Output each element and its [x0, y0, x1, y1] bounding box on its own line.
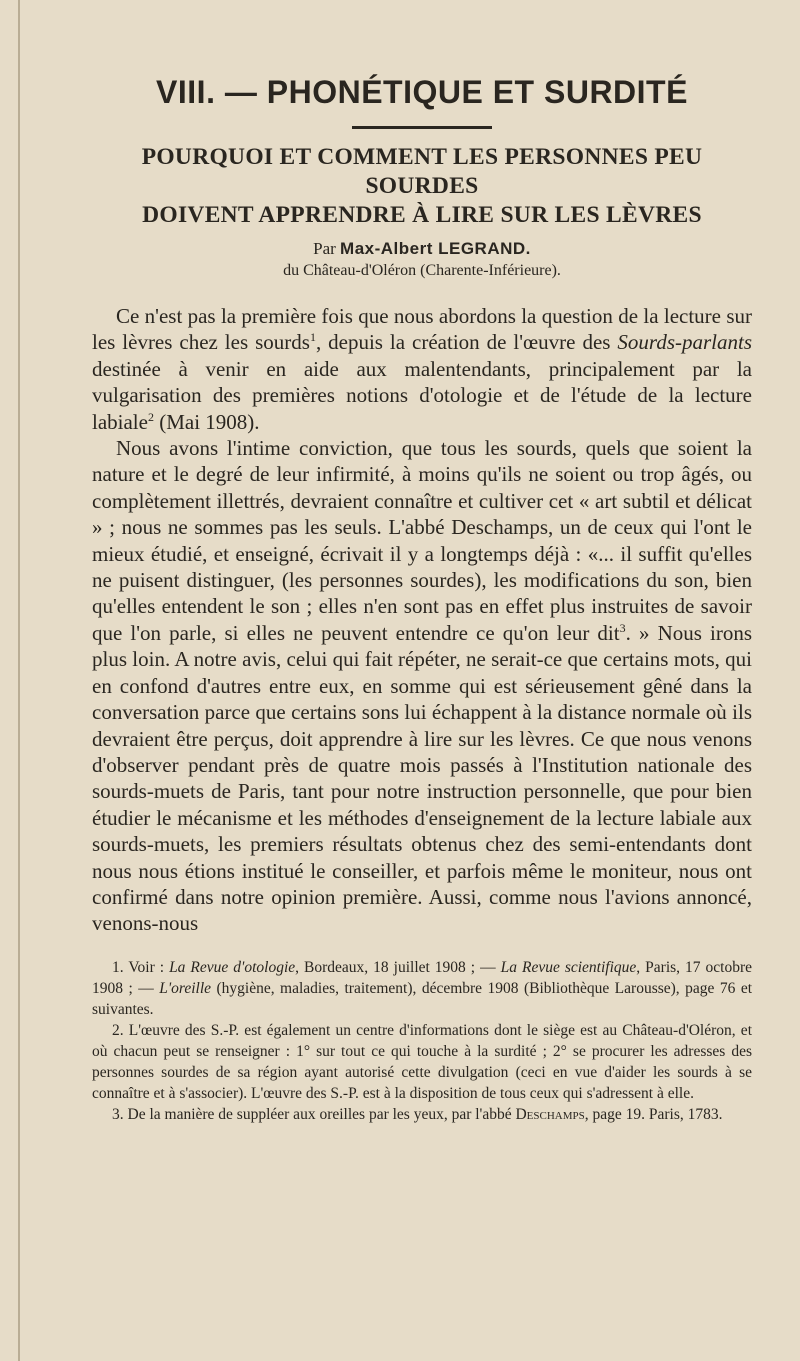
footnote-ref-1: 1 [309, 330, 316, 345]
paragraph-1: Ce n'est pas la première fois que nous abordons la question de la lecture sur les lèvres chez les sourds$^1$, depuis la création de l'œuvre des Sourds-parlants destinée à venir en aide aux malentendants, principalement par la vulgarisation des premières notions d'otologie et de l'étude de la lecture labiale$^2$ (Mai 1908). [92, 304, 752, 434]
paragraph-2: Nous avons l'intime conviction, que tous les sourds, quels que soient la nature et le degré de leur infirmité, à moins qu'ils ne soient ou trop âgés, ou complètement illettrés, devraient connaître et cultiver cet « art subtil et délicat » ; nous ne sommes pas les seuls. L'abbé Deschamps, un de ceux qui l'ont le mieux étudié, et enseigné, écrivait il y a longtemps déjà : «... il suffit qu'elles ne puisent distinguer, (les personnes sourdes), les modifications du son, bien qu'elles entendent le son ; elles n'en sont pas en effet plus instruites de savoir que l'on parle, si elles ne peuvent entendre ce qu'on leur dit$^3$. » Nous irons plus loin. A notre avis, celui qui fait répéter, ne serait-ce que certains mots, qui en confond d'autres entre eux, en somme qui est sérieusement gêné dans la conversation parce que certains sons lui échappent à la distance normale où ils devraient être perçus, doit apprendre à lire sur les lèvres. Ce que nous venons d'observer pendant près de quatre mois passés à l'Institution nationale des sourds-muets de Paris, tant pour notre instruction personnelle, que pour bien étudier le mécanisme et les méthodes d'enseignement de la lecture labiale aux sourds-muets, les premiers résultats obtenus chez des semi-entendants dont nous nous étions institué le conseiller, et parfois même le moniteur, nous ont confirmé dans notre opinion première. Aussi, comme nous l'avions annoncé, venons-nous [92, 436, 753, 936]
footnote-ref-3: 3 [619, 620, 626, 635]
byline [92, 238, 752, 260]
footnote-2: 2. L'œuvre des S.-P. est également un centre d'informations dont le siège est au Château-d'Oléron, et où chacun peut se renseigner : 1° sur tout ce qui touche à la surdité ; 2° se procurer les adresses des personnes sourdes de sa région ayant autorisé cette divulgation (ceci en vue d'aider les sourds à se connaître et à s'associer). L'œuvre des S.-P. est à la disposition de tous ceux qui s'adressent à elle. [92, 1021, 752, 1102]
footnote-ref-2: 2 [147, 409, 154, 424]
author-name: Max-Albert LEGRAND. [340, 239, 531, 258]
footnote-1: 1. Voir : La Revue d'otologie, Bordeaux, 18 juillet 1908 ; — La Revue scientifique, Paris, 17 octobre 1908 ; — L'oreille (hygiène, maladies, traitement), décembre 1908 (Bibliothèque Larousse), page 76 et suivantes. [92, 958, 753, 1018]
article-title [92, 143, 752, 230]
footnotes [92, 957, 752, 1125]
italic-term: Sourds-parlants [617, 330, 752, 355]
page-edge [18, 0, 20, 1361]
document-page [92, 62, 752, 1125]
footnote-3: 3. De la manière de suppléer aux oreilles par les yeux, par l'abbé Deschamps, page 19. Paris, 1783. [112, 1105, 723, 1123]
author-affiliation: du Château-d'Oléron (Charente-Inférieure). [283, 262, 561, 279]
article-body [92, 303, 752, 937]
article-title-line1: POURQUOI ET COMMENT LES PERSONNES PEU SOURDES [141, 144, 703, 199]
title-rule [352, 126, 492, 129]
byline-prefix: Par [313, 239, 341, 258]
section-title: VIII. — PHONÉTIQUE ET SURDITÉ [156, 74, 688, 110]
article-title-line2: DOIVENT APPRENDRE À LIRE SUR LES LÈVRES [142, 202, 702, 228]
